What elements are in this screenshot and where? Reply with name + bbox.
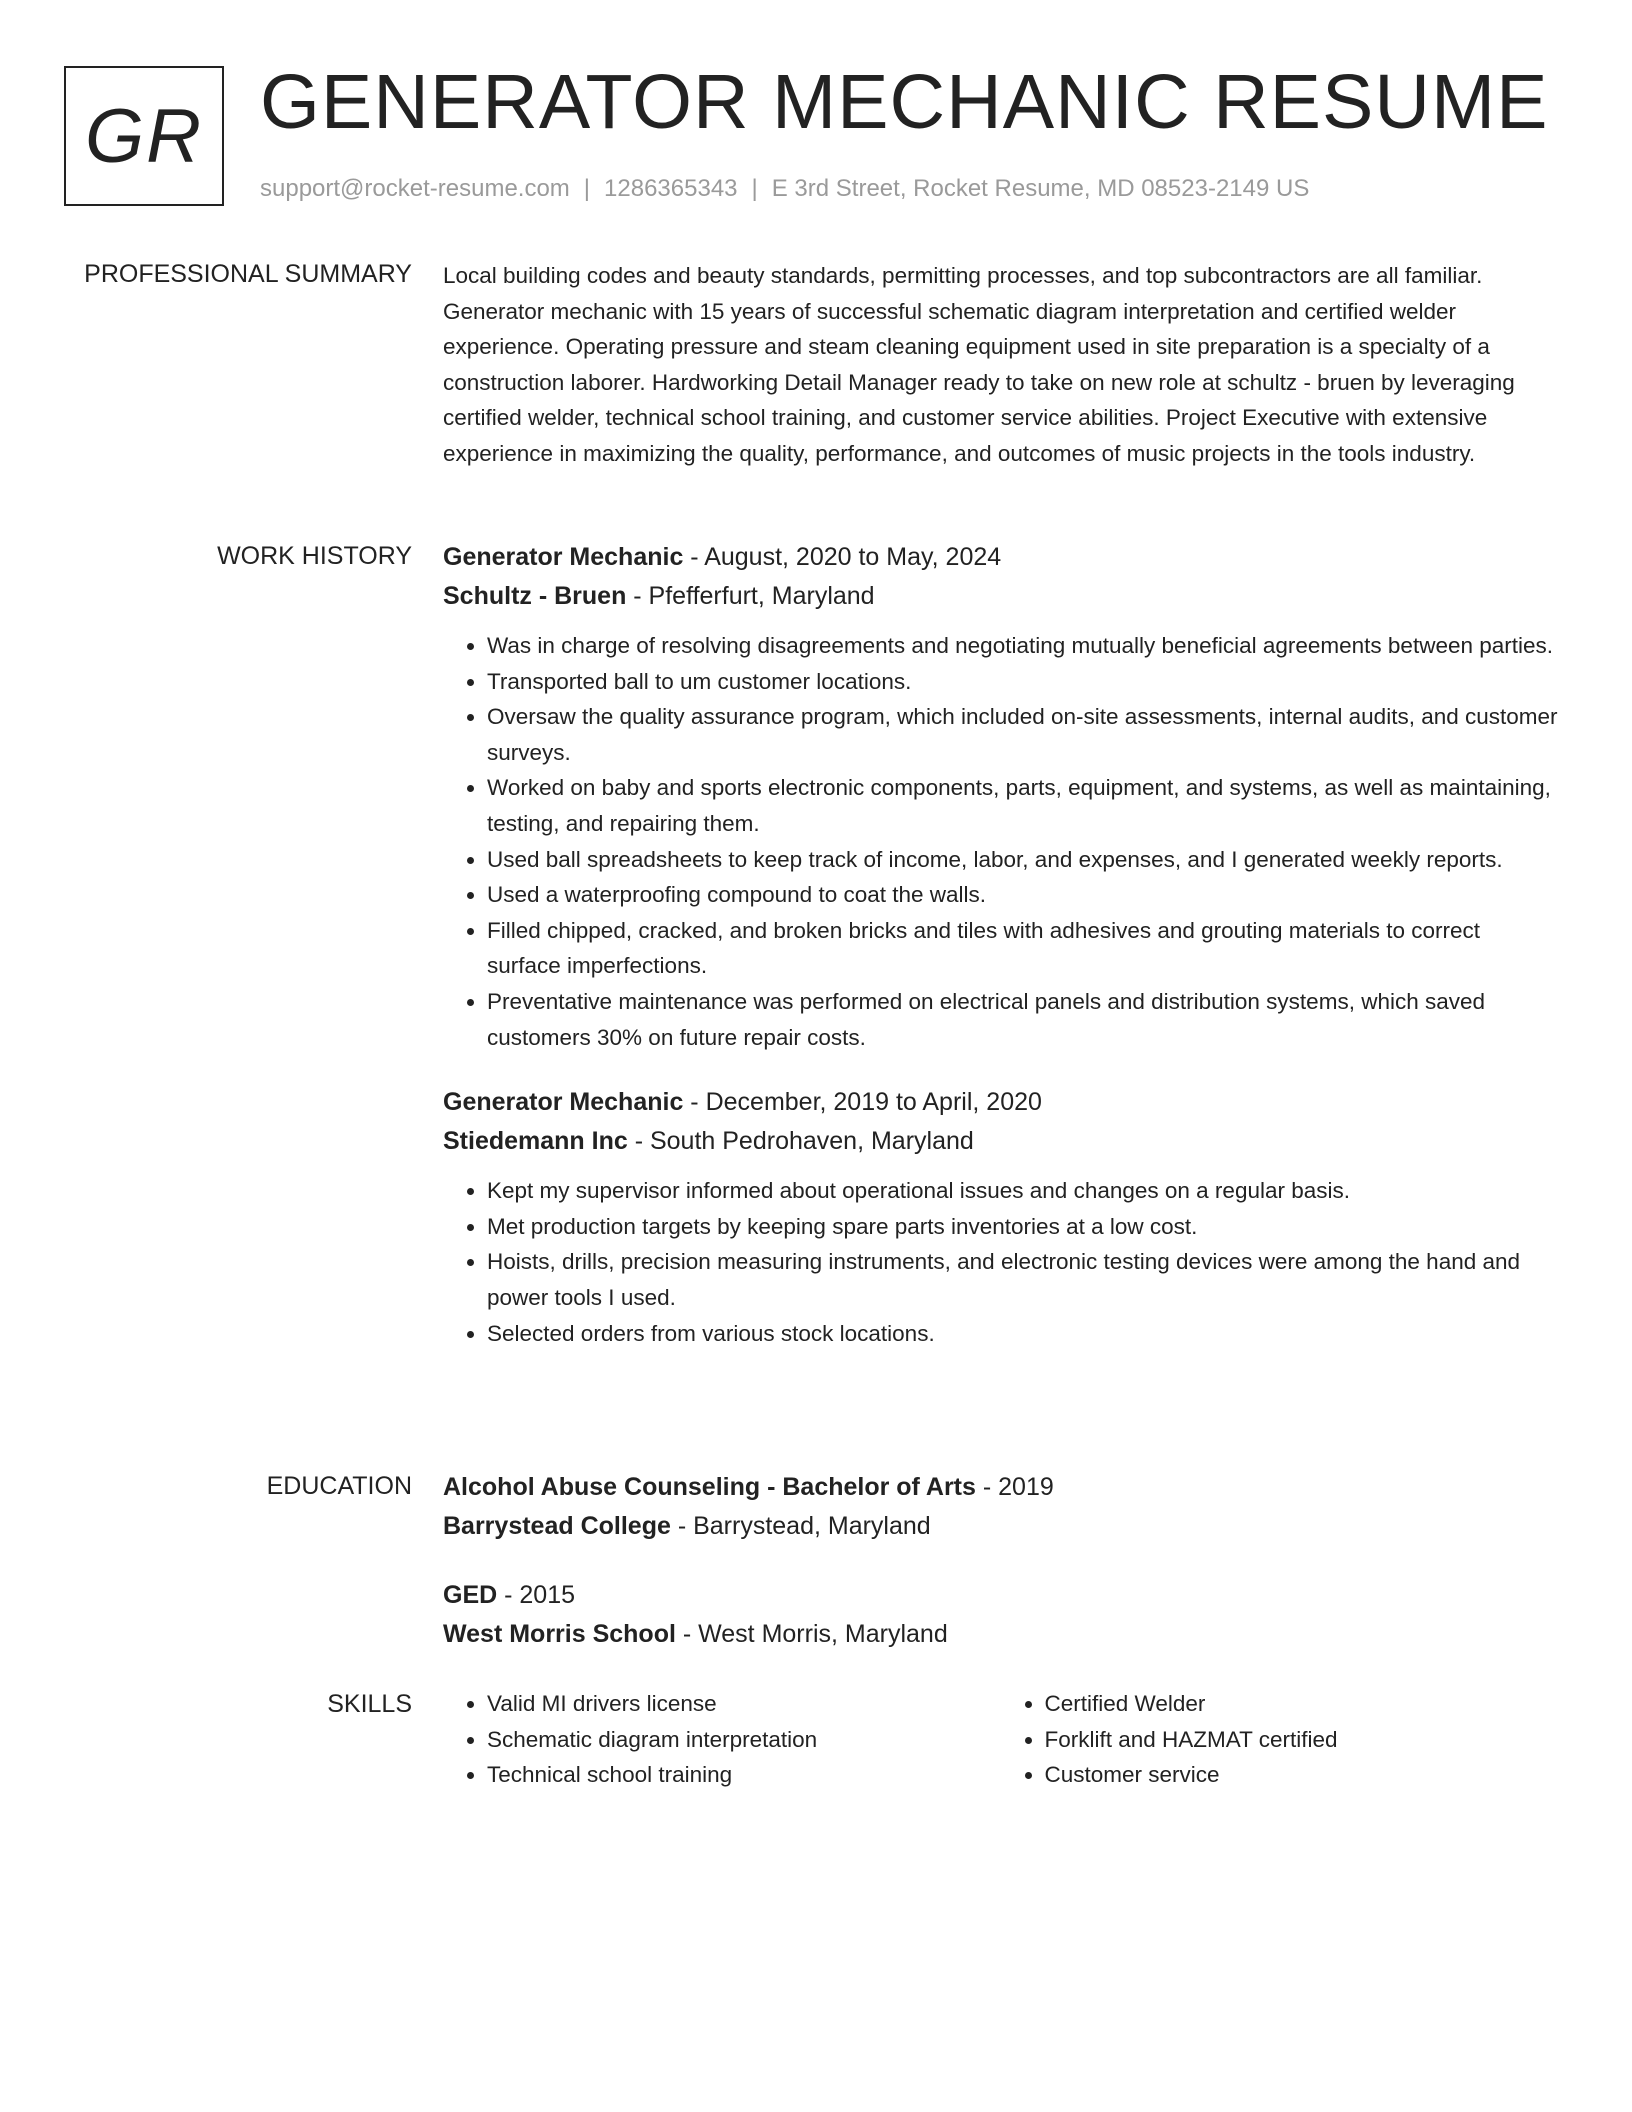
skills-grid [443,1686,1558,1793]
job-duty: • Used ball spreadsheets to keep track of income, labor, and expenses, and I generated weekly reports. [487,842,1558,878]
job-duty: • Hoists, drills, precision measuring instruments, and electronic testing devices were among the hand and power tools I used. [487,1244,1558,1315]
job-duty: • Transported ball to um customer locations. [487,664,1558,700]
school-location: - West Morris, Maryland [675,1620,948,1648]
monogram-box [64,66,224,206]
contact-separator: | [583,175,591,202]
job-title-line [443,1083,1558,1122]
education-entry [443,1468,1558,1546]
job-duty: • Worked on baby and sports electronic components, parts, equipment, and systems, as well as maintaining, testing, and repairing them. [487,770,1558,841]
job-duty: • Met production targets by keeping spare parts inventories at a low cost. [487,1209,1558,1245]
job-company: Stiedemann Inc [443,1127,628,1156]
job-company-line [443,1122,1558,1161]
skill-item: • Customer service [1045,1757,1559,1793]
summary-text: Local building codes and beauty standards, permitting processes, and top subcontractors are all familiar. Generator mechanic with 15 years of successful schematic diagram interpretation and certified welder experience. Operating pressure and steam cleaning equipment used in site preparation is a specialty of a construction laborer. Hardworking Detail Manager ready to take on new role at schultz - bruen by leveraging certified welder, technical school training, and customer service abilities. Project Executive with extensive experience in maximizing the quality, performance, and outcomes of music projects in the tools industry. [443,263,1515,466]
contact-line [260,172,1309,206]
job-dates: - August, 2020 to May, 2024 [683,543,1002,571]
job-title: Generator Mechanic [443,543,684,571]
monogram-initials: GR [85,93,203,179]
school-name: West Morris School [443,1620,676,1648]
contact-phone[interactable]: 1286365343 [604,175,738,202]
skill-item: • Schematic diagram interpretation [487,1722,1001,1758]
skill-item: • Forklift and HAZMAT certified [1045,1722,1559,1758]
skills-list-right [1001,1686,1559,1793]
job-location: - Pfefferfurt, Maryland [626,582,875,610]
job-title-line [443,538,1558,577]
skill-item: • Certified Welder [1045,1686,1559,1722]
section-label-work-history: WORK HISTORY [217,542,412,570]
school-line [443,1615,1558,1654]
job-duties-list [443,628,1558,1055]
job-location: - South Pedrohaven, Maryland [627,1127,974,1156]
contact-address: E 3rd Street, Rocket Resume, MD 08523-2149 US [771,175,1310,202]
education-entry [443,1576,1558,1654]
job-title: Generator Mechanic [443,1088,684,1117]
school-name: Barrystead College [443,1512,671,1540]
degree-name: Alcohol Abuse Counseling - Bachelor of Arts [443,1473,976,1501]
job-duty: • Was in charge of resolving disagreements and negotiating mutually beneficial agreements between parties. [487,628,1558,664]
job-duty: • Oversaw the quality assurance program, which included on-site assessments, internal audits, and customer surveys. [487,699,1558,770]
job-entry [443,538,1558,1055]
job-company-line [443,577,1558,616]
job-duty: • Selected orders from various stock locations. [487,1316,1558,1352]
skill-item: • Valid MI drivers license [487,1686,1001,1722]
job-duty: • Filled chipped, cracked, and broken bricks and tiles with adhesives and grouting materials to correct surface imperfections. [487,913,1558,984]
resume-title: GENERATOR MECHANIC RESUME [260,59,1549,145]
skill-item: • Technical school training [487,1757,1001,1793]
job-duty: • Kept my supervisor informed about operational issues and changes on a regular basis. [487,1173,1558,1209]
section-label-skills: SKILLS [327,1690,412,1718]
school-line [443,1507,1558,1546]
job-entry [443,1083,1558,1351]
skills-list-left [443,1686,1001,1793]
job-dates: - December, 2019 to April, 2020 [683,1088,1042,1117]
job-company: Schultz - Bruen [443,582,627,610]
contact-separator: | [751,175,758,202]
job-duty: • Used a waterproofing compound to coat the walls. [487,877,1558,913]
degree-name: GED [443,1581,498,1609]
degree-line [443,1576,1558,1615]
degree-year: - 2019 [975,1473,1054,1501]
section-label-education: EDUCATION [266,1472,412,1500]
job-duties-list [443,1173,1558,1351]
contact-email[interactable]: support@rocket-resume.com [260,175,570,202]
section-label-summary: PROFESSIONAL SUMMARY [84,260,412,288]
degree-line [443,1468,1558,1507]
degree-year: - 2015 [497,1581,576,1609]
job-duty: • Preventative maintenance was performed on electrical panels and distribution systems, which saved customers 30% on future repair costs. [487,984,1558,1055]
school-location: - Barrystead, Maryland [670,1512,931,1540]
